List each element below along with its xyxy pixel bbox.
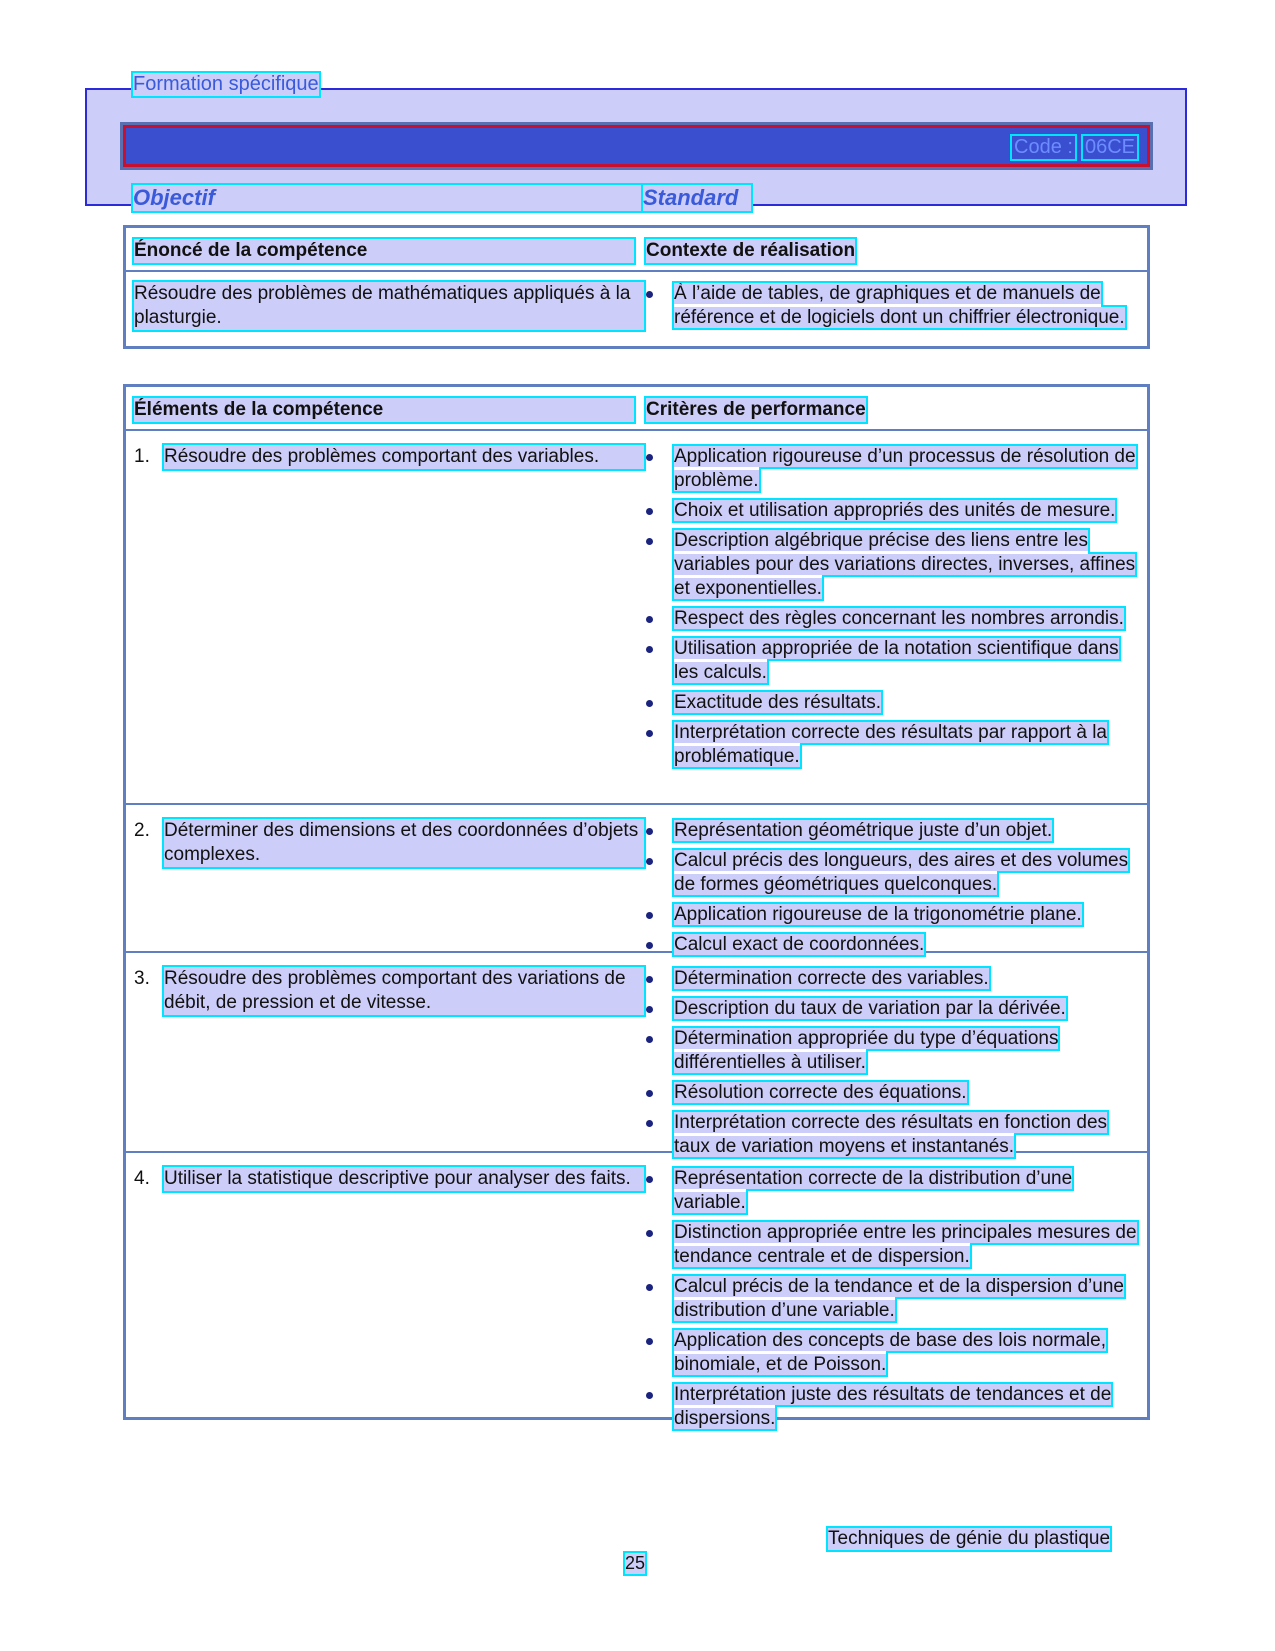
list-item	[646, 607, 1141, 631]
list-item	[646, 445, 1141, 493]
code-text	[1012, 136, 1137, 159]
criteria-cell	[646, 1167, 1141, 1437]
element-text: Déterminer des dimensions et des coordonnées d’objets complexes.	[164, 819, 644, 867]
bullet-icon	[646, 291, 653, 298]
code-bar	[123, 125, 1150, 167]
bullet-icon	[646, 1120, 653, 1127]
criterion-text: Respect des règles concernant les nombres arrondis.	[674, 608, 1124, 629]
list-item	[646, 1111, 1141, 1159]
bullet-icon	[646, 942, 653, 949]
code-label: Code :	[1014, 136, 1073, 158]
bullet-icon	[646, 1230, 653, 1237]
criteria-column-heading: Critères de performance	[646, 399, 866, 420]
statement-cell	[134, 282, 644, 330]
criterion-text: Description du taux de variation par la dérivée.	[674, 998, 1066, 1019]
context-cell	[646, 282, 1141, 336]
criterion-text: Interprétation juste des résultats de tendances et de dispersions.	[674, 1384, 1112, 1429]
footer-title: Techniques de génie du plastique	[828, 1528, 1111, 1549]
context-item	[646, 282, 1141, 330]
table-row	[126, 431, 1147, 805]
list-item	[646, 997, 1141, 1021]
list-item	[646, 637, 1141, 685]
bullet-icon	[646, 1006, 653, 1013]
element-cell	[134, 967, 644, 1015]
statement-column-heading: Énoncé de la compétence	[134, 239, 634, 263]
section-label: Formation spécifique	[133, 73, 319, 95]
criterion-text: Description algébrique précise des liens entre les variables pour des variations directes, inverses, affines et exponentielles.	[674, 530, 1136, 599]
element-cell	[134, 819, 644, 867]
element-number: 4.	[134, 1168, 150, 1189]
criterion-text: Distinction appropriée entre les principales mesures de tendance centrale et de dispersion.	[674, 1222, 1137, 1267]
element-number: 3.	[134, 968, 150, 989]
list-item	[646, 1081, 1141, 1105]
context-column-heading: Contexte de réalisation	[646, 240, 856, 261]
bullet-icon	[646, 912, 653, 919]
list-item	[646, 1383, 1141, 1431]
list-item	[646, 1027, 1141, 1075]
bullet-icon	[646, 1284, 653, 1291]
bullet-icon	[646, 1176, 653, 1183]
table-row	[126, 1153, 1147, 1429]
list-item	[646, 849, 1141, 897]
bullet-icon	[646, 700, 653, 707]
criterion-text: Détermination correcte des variables.	[674, 968, 989, 989]
list-item	[646, 1167, 1141, 1215]
bullet-icon	[646, 1036, 653, 1043]
criterion-text: Représentation correcte de la distribution d’une variable.	[674, 1168, 1073, 1213]
element-text: Résoudre des problèmes comportant des variables.	[164, 445, 644, 469]
criterion-text: Application des concepts de base des lois normale, binomiale, et de Poisson.	[674, 1330, 1106, 1375]
criterion-text: Interprétation correcte des résultats en fonction des taux de variation moyens et instantanés.	[674, 1112, 1108, 1157]
criterion-text: Interprétation correcte des résultats par rapport à la problématique.	[674, 722, 1108, 767]
bullet-icon	[646, 1338, 653, 1345]
element-cell	[134, 445, 644, 469]
criterion-text: Résolution correcte des équations.	[674, 1082, 967, 1103]
list-item	[646, 1329, 1141, 1377]
criteria-cell	[646, 819, 1141, 963]
criterion-text: Application rigoureuse de la trigonométrie plane.	[674, 904, 1082, 925]
list-item	[646, 1275, 1141, 1323]
elements-column-heading: Éléments de la compétence	[134, 398, 634, 422]
statement-table	[123, 225, 1150, 349]
statement-text: Résoudre des problèmes de mathématiques appliqués à la plasturgie.	[134, 282, 644, 330]
bullet-icon	[646, 646, 653, 653]
criterion-text: Choix et utilisation appropriés des unités de mesure.	[674, 500, 1116, 521]
criterion-text: Représentation géométrique juste d’un objet.	[674, 820, 1053, 841]
bullet-icon	[646, 1090, 653, 1097]
bullet-icon	[646, 828, 653, 835]
element-text: Utiliser la statistique descriptive pour analyser des faits.	[164, 1167, 644, 1191]
statement-row	[126, 272, 1147, 348]
standard-heading: Standard	[643, 185, 751, 211]
competence-table	[123, 384, 1150, 1429]
list-item	[646, 903, 1141, 927]
element-text: Résoudre des problèmes comportant des variations de débit, de pression et de vitesse.	[164, 967, 644, 1015]
criterion-text: Calcul exact de coordonnées.	[674, 934, 925, 955]
criterion-text: Application rigoureuse d’un processus de résolution de problème.	[674, 446, 1136, 491]
list-item	[646, 967, 1141, 991]
element-number: 1.	[134, 446, 150, 467]
element-number: 2.	[134, 820, 150, 841]
list-item	[646, 721, 1141, 769]
criterion-text: Détermination appropriée du type d’équations différentielles à utiliser.	[674, 1028, 1059, 1073]
competence-table-header	[126, 387, 1147, 431]
table-row	[126, 953, 1147, 1157]
code-value: 06CE	[1084, 136, 1135, 158]
bullet-icon	[646, 508, 653, 515]
bullet-icon	[646, 858, 653, 865]
context-text: À l’aide de tables, de graphiques et de manuels de référence et de logiciels dont un chiffrier électronique.	[674, 283, 1125, 328]
page-number: 25	[625, 1553, 646, 1573]
bullet-icon	[646, 730, 653, 737]
list-item	[646, 499, 1141, 523]
bullet-icon	[646, 616, 653, 623]
list-item	[646, 819, 1141, 843]
criterion-text: Utilisation appropriée de la notation scientifique dans les calculs.	[674, 638, 1119, 683]
table-row	[126, 805, 1147, 953]
bullet-icon	[646, 454, 653, 461]
bullet-icon	[646, 976, 653, 983]
bullet-icon	[646, 538, 653, 545]
criterion-text: Calcul précis de la tendance et de la dispersion d’une distribution d’une variable.	[674, 1276, 1124, 1321]
list-item	[646, 691, 1141, 715]
objective-heading: Objectif	[133, 185, 643, 211]
statement-table-header	[126, 228, 1147, 272]
list-item	[646, 1221, 1141, 1269]
criteria-cell	[646, 445, 1141, 775]
criterion-text: Exactitude des résultats.	[674, 692, 881, 713]
criteria-cell	[646, 967, 1141, 1165]
bullet-icon	[646, 1392, 653, 1399]
criterion-text: Calcul précis des longueurs, des aires et des volumes de formes géométriques quelconques.	[674, 850, 1129, 895]
element-cell	[134, 1167, 644, 1191]
list-item	[646, 529, 1141, 601]
